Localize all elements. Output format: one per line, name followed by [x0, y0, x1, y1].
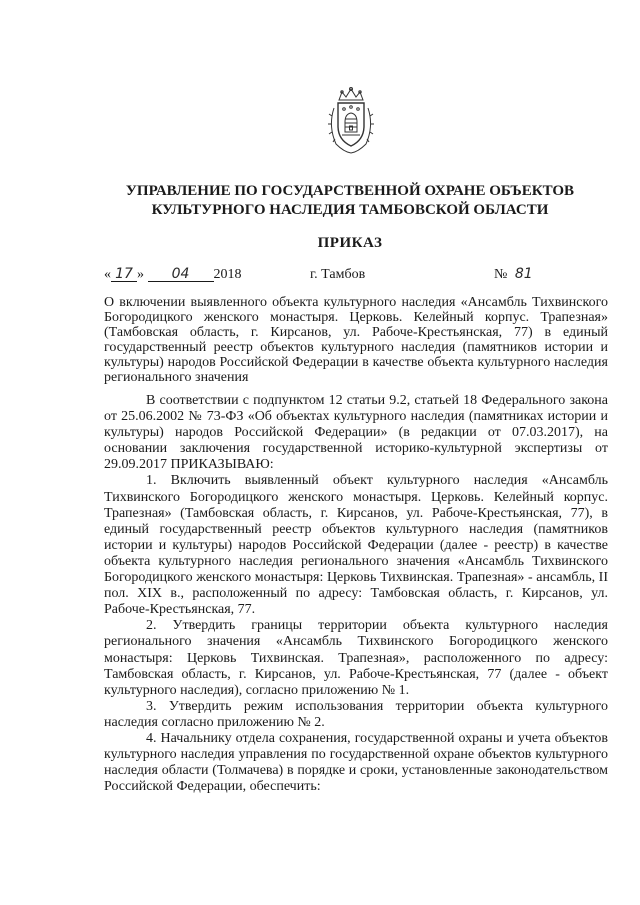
order-date — [104, 267, 242, 283]
organization-name — [100, 182, 600, 220]
org-line-1: УПРАВЛЕНИЕ ПО ГОСУДАРСТВЕННОЙ ОХРАНЕ ОБЪЕКТОВ — [125, 183, 575, 199]
tambov-coat-of-arms-icon — [326, 86, 376, 156]
order-number — [494, 267, 563, 283]
body-intro-paragraph: В соответствии с подпунктом 12 статьи 9.2, статьей 18 Федерального закона от 25.06.2002 № 73-ФЗ «Об объектах культурного наследия (памятниках истории и культуры) народов Российской Федерации» (в редакции от 07.03.2017), на основании заключения государственной историко-культурной экспертизы от 29.09.2017 ПРИКАЗЫВАЮ: — [104, 393, 608, 473]
handwritten-number: 81 — [514, 266, 533, 282]
org-line-2: КУЛЬТУРНОГО НАСЛЕДИЯ ТАМБОВСКОЙ ОБЛАСТИ — [151, 202, 549, 218]
body-paragraph-3: 3. Утвердить режим использования территории объекта культурного наследия согласно приложению № 2. — [104, 698, 608, 730]
document-type-title: ПРИКАЗ — [317, 235, 383, 251]
quote-close: » — [137, 267, 144, 282]
body-paragraph-4: 4. Начальнику отдела сохранения, государственной охраны и учета объектов культурного наследия управления по государственной охране объектов культурного наследия области (Толмачева) в порядке и сроки, установленные законодательством Российской Федерации, обеспечить: — [104, 730, 608, 795]
order-body — [104, 393, 608, 795]
handwritten-day: 17 — [111, 267, 137, 282]
body-paragraph-2: 2. Утвердить границы территории объекта культурного наследия регионального значения «Ансамбль Тихвинского Богородицкого женского монастыря: Церковь Тихвинская. Трапезная», расположенного по адресу: Тамбовская область, г. Кирсанов, ул. Рабоче-Крестьянская, 77 (далее - объект культурного наследия), согласно приложению № 1. — [104, 618, 608, 698]
order-year: 2018 — [213, 267, 242, 282]
quote-open: « — [104, 267, 111, 282]
handwritten-month: 04 — [148, 267, 214, 282]
number-label: № — [494, 267, 508, 282]
order-city: г. Тамбов — [310, 267, 366, 282]
body-paragraph-1: 1. Включить выявленный объект культурного наследия «Ансамбль Тихвинского Богородицкого женского монастыря. Церковь. Келейный корпус. Трапезная» (Тамбовская область, г. Кирсанов, ул. Рабоче-Крестьянская, 77), в единый государственный реестр объектов культурного наследия (памятников истории и культуры) народов Российской Федерации (далее - реестр) в качестве объекта культурного наследия регионального значения «Ансамбль Тихвинского Богородицкого женского монастыря: Церковь Тихвинская. Трапезная» - ансамбль, II пол. XIX в., расположенный по адресу: Тамбовская область, г. Кирсанов, ул. Рабоче-Крестьянская, 77. — [104, 473, 608, 618]
order-subject: О включении выявленного объекта культурного наследия «Ансамбль Тихвинского Богородицкого женского монастыря. Церковь. Келейный корпус. Трапезная» (Тамбовская область, г. Кирсанов, ул. Рабоче-Крестьянская, 77) в единый государственный реестр объектов культурного наследия (памятников истории и культуры) народов Российской Федерации в качестве объекта культурного наследия регионального значения — [104, 295, 608, 385]
